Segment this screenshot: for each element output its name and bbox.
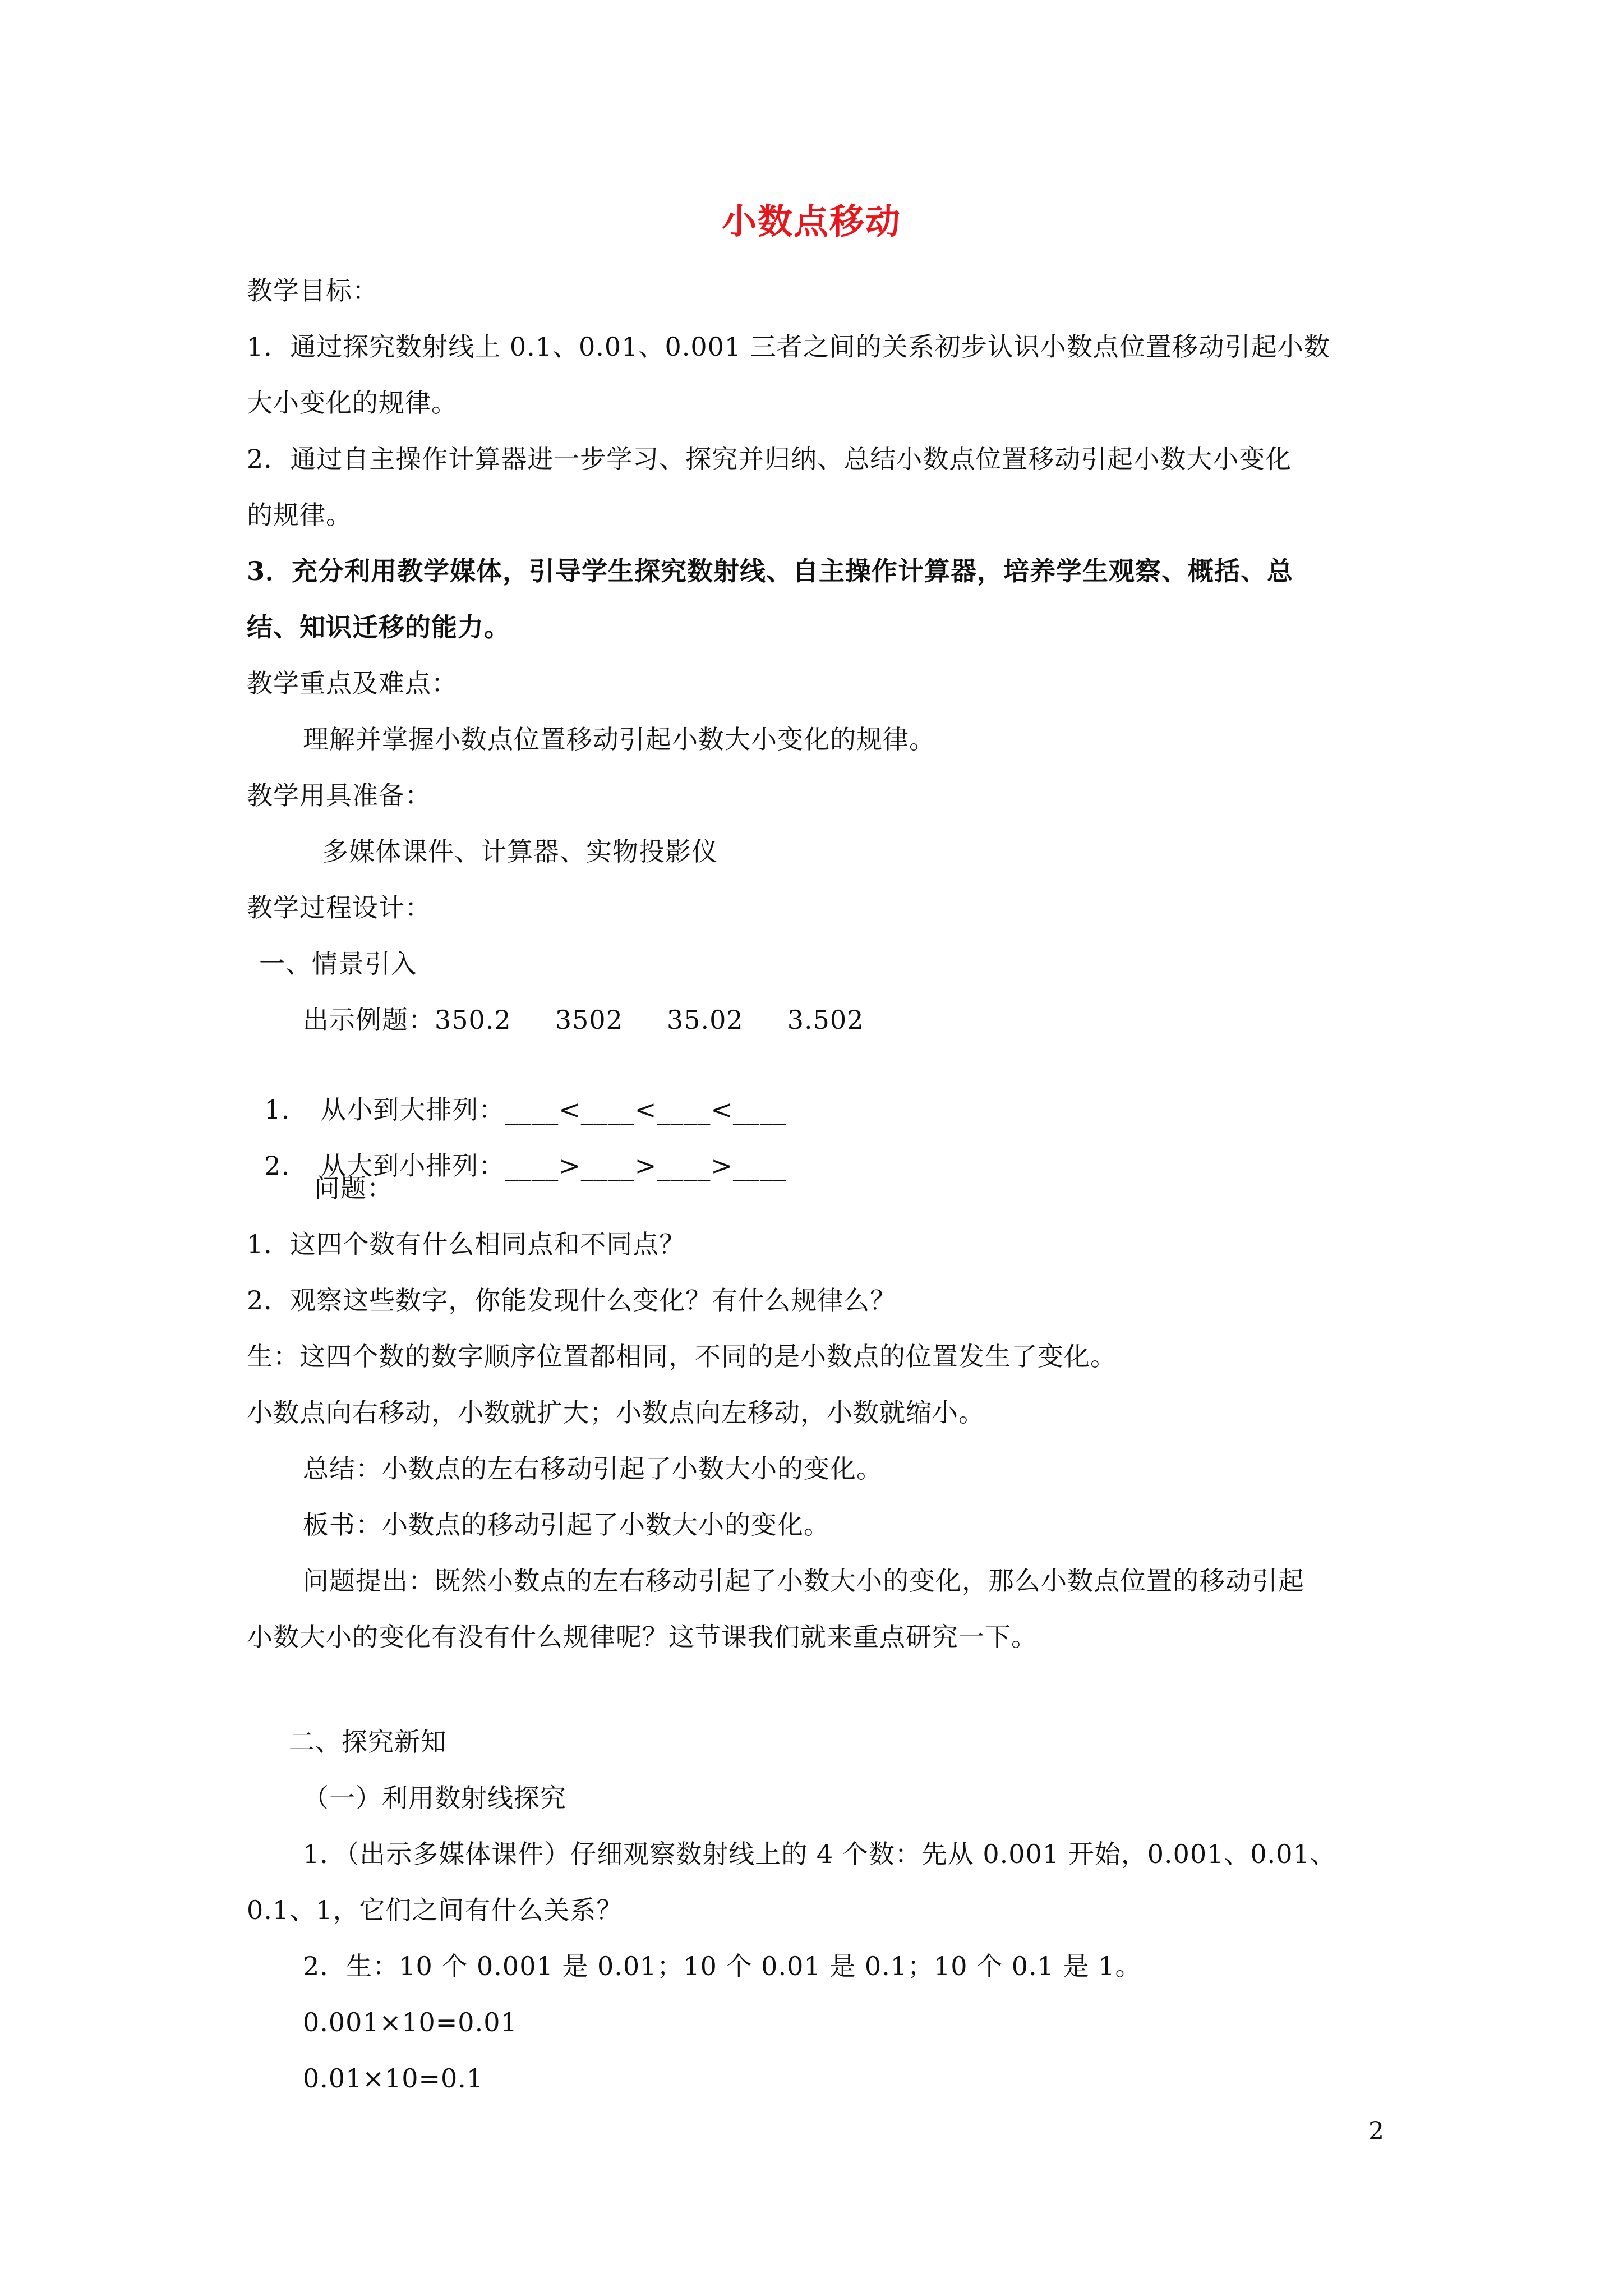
order-ascending-number: 1. bbox=[264, 1094, 291, 1125]
question-raise-line-1: 问题提出：既然小数点的左右移动引起了小数大小的变化，那么小数点位置的移动引起 bbox=[303, 1566, 1304, 1596]
student-answer-2: 小数点向右移动，小数就扩大；小数点向左移动，小数就缩小。 bbox=[247, 1397, 985, 1428]
order-descending-number: 2. bbox=[264, 1151, 291, 1181]
student-answer-1: 生：这四个数的数字顺序位置都相同，不同的是小数点的位置发生了变化。 bbox=[247, 1341, 1117, 1372]
objective-2-line-2: 的规律。 bbox=[247, 500, 352, 530]
question-heading: 问题： bbox=[314, 1173, 393, 1203]
order-ascending-text: 从小到大排列：____<____<____<____ bbox=[320, 1094, 787, 1125]
tools-text: 多媒体课件、计算器、实物投影仪 bbox=[322, 836, 718, 867]
part-1-heading: 一、情景引入 bbox=[259, 949, 417, 979]
question-2: 2．观察这些数字，你能发现什么变化？有什么规律么？ bbox=[247, 1285, 897, 1315]
tools-heading: 教学用具准备： bbox=[247, 780, 431, 811]
part-2-heading: 二、探究新知 bbox=[289, 1727, 447, 1757]
process-heading: 教学过程设计： bbox=[247, 892, 431, 923]
objectives-heading: 教学目标： bbox=[247, 275, 379, 306]
question-raise-line-2: 小数大小的变化有没有什么规律呢？这节课我们就来重点研究一下。 bbox=[247, 1622, 1038, 1652]
objective-1-line-2: 大小变化的规律。 bbox=[247, 388, 458, 418]
step-1-line-1: 1．（出示多媒体课件）仔细观察数射线上的 4 个数：先从 0.001 开始，0.001、0.01、 bbox=[303, 1839, 1336, 1869]
objective-2-line-1: 2．通过自主操作计算器进一步学习、探究并归纳、总结小数点位置移动引起小数大小变化 bbox=[247, 444, 1292, 474]
focus-text: 理解并掌握小数点位置移动引起小数大小变化的规律。 bbox=[303, 724, 935, 754]
equation-1: 0.001×10=0.01 bbox=[303, 2007, 518, 2037]
focus-heading: 教学重点及难点： bbox=[247, 668, 458, 698]
summary: 总结：小数点的左右移动引起了小数大小的变化。 bbox=[303, 1453, 883, 1484]
order-descending-text: 从大到小排列：____>____>____>____ bbox=[320, 1151, 787, 1181]
objective-3-line-1: 3．充分利用教学媒体，引导学生探究数射线、自主操作计算器，培养学生观察、概括、总 bbox=[247, 556, 1294, 586]
objective-1-line-1: 1．通过探究数射线上 0.1、0.01、0.001 三者之间的关系初步认识小数点位置移动引起小数 bbox=[247, 332, 1330, 362]
board-writing: 板书：小数点的移动引起了小数大小的变化。 bbox=[303, 1510, 830, 1540]
document-title: 小数点移动 bbox=[721, 201, 901, 242]
equation-2: 0.01×10=0.1 bbox=[303, 2063, 484, 2093]
page-number: 2 bbox=[1368, 2117, 1384, 2146]
objective-3-line-2: 结、知识迁移的能力。 bbox=[247, 612, 510, 642]
step-2: 2．生：10 个 0.001 是 0.01；10 个 0.01 是 0.1；10 个 0.1 是 1。 bbox=[303, 1951, 1142, 1981]
sub-1-heading: （一）利用数射线探究 bbox=[303, 1783, 566, 1813]
example-numbers: 出示例题：350.2 3502 35.02 3.502 bbox=[303, 1005, 864, 1035]
question-1: 1．这四个数有什么相同点和不同点？ bbox=[247, 1229, 686, 1259]
step-1-line-2: 0.1、1，它们之间有什么关系？ bbox=[247, 1895, 623, 1925]
